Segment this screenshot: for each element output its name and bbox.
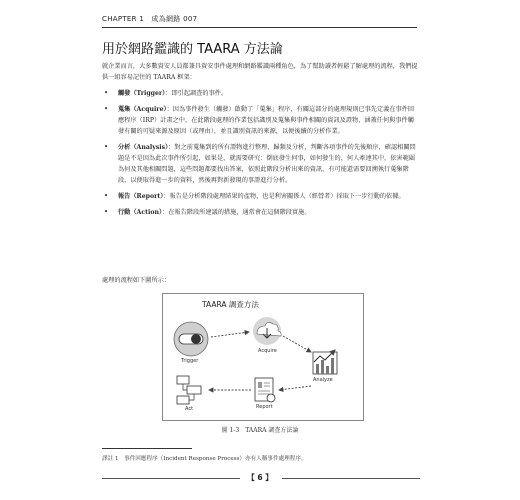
desc-analysis: ：對之前蒐集到的所有證物進行整理、歸類及分析，判斷各項事件的先後順序，確認相關問題是不是因為此次事件所引起，如果是，就需要研究：倒底發生何事，如何發生的，何人牽連其中，依害範圍為何及其他相關問題，這些問題都要找出答案，依照此階段分析出來的資訊，有可能還需要回溯執行蒐集階段，以便取得進一步的資料，然後再對新發現的事證進行分析。 [118, 144, 416, 184]
cloud-download-icon [253, 317, 281, 345]
bullet-icon: • [104, 105, 109, 113]
line-chart-icon [313, 350, 337, 374]
step-label-trigger: Trigger [181, 358, 199, 364]
desc-report: ：報告是分析階段處理結果的產物，也是利害關係人（經營者）採取下一步行動的依據。 [163, 193, 405, 200]
term-acquire: 蒐集（Acquire） [118, 106, 167, 113]
term-analysis: 分析（Analysis） [118, 144, 169, 151]
taara-list [104, 88, 420, 223]
term-report: 報告（Report） [118, 193, 164, 200]
list-item-acquire [104, 104, 420, 137]
desc-trigger: ：即引起調查的事件。 [165, 90, 228, 97]
page-rule-right [282, 478, 420, 479]
flowchart-icon [177, 376, 201, 404]
arrow-acquire-analyze [283, 336, 311, 352]
bullet-icon: • [104, 192, 109, 200]
figure-caption: 圖 1-3 TAARA 調查方法論 [221, 427, 299, 434]
footnote-divider [102, 448, 192, 449]
section-title: 用於網路鑑識的 TAARA 方法論 [102, 42, 283, 57]
step-label-report: Report [256, 404, 273, 410]
bullet-icon: • [104, 89, 109, 97]
step-label-acquire: Acquire [258, 348, 277, 354]
report-document-icon [255, 378, 275, 402]
list-item-report [104, 191, 420, 202]
footnote: 譯註 1 事件回應程序（Incident Response Process）亦有人稱事件處理程序。 [102, 456, 307, 462]
desc-action: ：在報告階段所建議的措施，通常會在這個階段實施。 [162, 209, 311, 216]
taara-diagram [162, 293, 364, 421]
running-header: CHAPTER 1 成為網路 007 [102, 14, 417, 28]
term-action: 行動（Action） [118, 209, 163, 216]
flow-intro: 處理的流程如下圖所示： [102, 277, 171, 284]
intro-paragraph: 就企業而言，大多數資安人員都兼具資安事件處理和網路鑑識兩種角色，為了幫助讀者輕鬆了解處理的流程，我們提供一組容易記住的 TAARA 框架： [102, 63, 418, 81]
term-trigger: 觸發（Trigger） [118, 90, 166, 97]
trigger-icon [174, 322, 208, 356]
list-item-action [104, 207, 420, 218]
list-item-trigger [104, 88, 420, 99]
bullet-icon: • [104, 143, 109, 151]
page-number: 【 6 】 [247, 473, 273, 482]
list-item-analysis [104, 142, 420, 186]
arrow-trigger-acquire [211, 332, 249, 337]
diagram-title: TAARA 調查方法 [202, 300, 259, 309]
arrow-analyze-report [279, 386, 311, 390]
step-label-analyze: Analyze [313, 377, 333, 383]
desc-acquire: ：因為事件發生（觸發）啟動了「蒐集」程序，有關這部分的處理規則已事先定義在事件回應程序（IRP）計畫之中，在此階段處理的作業包括識別及蒐集與事件相關的資訊及證物，涵蓋任何與事件觸發有關的可疑來源及原因（或理由），並且識別資訊的來源，以便後續的分析作業。 [118, 106, 415, 135]
bullet-icon: • [104, 208, 109, 216]
diagram-graphics [163, 294, 363, 420]
step-label-act: Act [185, 406, 194, 412]
